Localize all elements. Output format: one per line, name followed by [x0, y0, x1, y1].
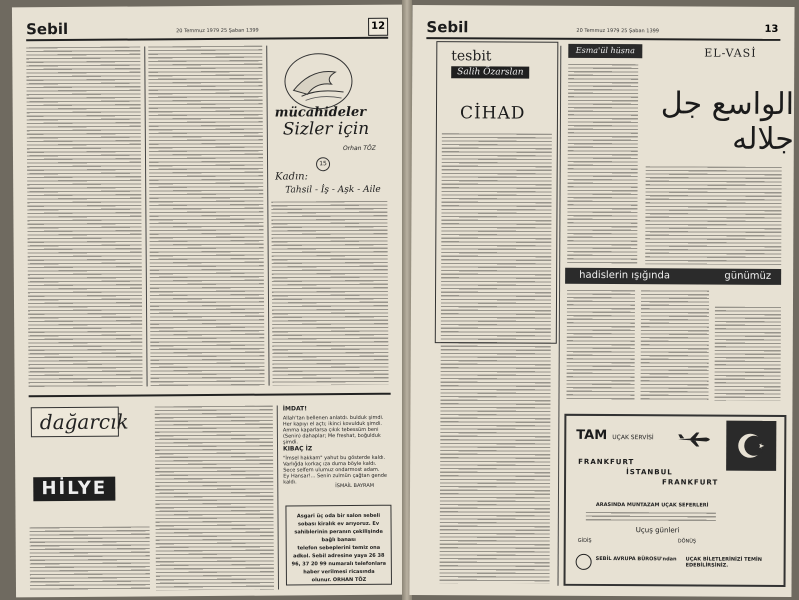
tesbit-title: tesbit [451, 48, 492, 65]
ad-brand: TAM [576, 427, 608, 444]
right-brand: Sebil [426, 18, 469, 37]
column-rule [144, 46, 147, 386]
tesbit-author: Salih Özarslan [451, 66, 529, 78]
right-date: 20 Temmuz 1979 25 Şaban 1399 [576, 27, 660, 35]
arabic-calligraphy: الواسع جل جلاله [660, 86, 795, 158]
left-text-column-1 [26, 46, 142, 387]
route-istanbul: İSTANBUL [626, 468, 673, 477]
notice-box [285, 505, 392, 586]
ad-ucus-gunleri: Uçuş günleri [635, 526, 680, 535]
left-header [26, 17, 388, 42]
ad-text [586, 512, 716, 523]
hadisler-banner [565, 268, 781, 285]
sizler-icin-title: Sizler için [282, 118, 370, 140]
poem-signature: İSMAİL BAYRAM [335, 482, 375, 490]
ad-service: UÇAK SERVİSİ [612, 434, 654, 442]
hilye-text [30, 526, 150, 591]
dagarcik-title: dağarcık [39, 409, 129, 435]
esma-name: EL-VASİ [704, 46, 757, 60]
dagarcik-box [31, 407, 129, 438]
cihad-text-col-1 [440, 133, 552, 584]
sebil-logo-icon [576, 554, 592, 570]
ad-gidis: GİDİŞ [577, 537, 592, 544]
hadis-text-col-1 [566, 290, 635, 400]
hadis-text-col-2 [640, 290, 709, 400]
route-frankfurt-1: FRANKFURT [578, 457, 635, 467]
column-rule [558, 46, 562, 586]
kadin-heading: Kadın: [275, 171, 309, 183]
mucahideler-title: mücahideler [274, 104, 367, 121]
ad-bilet: UÇAK BİLETLERİNİZİ TEMİN EDEBİLİRSİNİZ. [685, 556, 762, 569]
cihad-title: CİHAD [459, 103, 526, 124]
bird-illustration [284, 53, 352, 109]
right-page-number: 13 [764, 23, 779, 35]
section-rule [29, 393, 391, 398]
mucahideler-author: Orhan TÖZ [342, 144, 376, 153]
esma-text-col-2 [645, 166, 782, 265]
left-date: 20 Temmuz 1979 25 Şaban 1399 [176, 27, 259, 35]
hadisler-title: hadislerin ışığında [579, 269, 671, 282]
esma-text-col [567, 64, 638, 264]
left-brand: Sebil [26, 19, 69, 39]
series-number: 15 [316, 157, 330, 171]
ad-note: ARASINDA MUNTAZAM UÇAK SEFERLERİ [595, 501, 709, 509]
kadin-subtitle: Tahsil - İş - Aşk - Aile [285, 184, 381, 196]
esma-title: Esma'ül hüsna [568, 44, 642, 58]
tam-ad-box [564, 414, 787, 587]
flag-icon [726, 421, 776, 471]
column-rule [277, 406, 279, 590]
right-page [409, 5, 794, 597]
column-rule [266, 46, 269, 386]
right-header [426, 17, 780, 41]
airplane-icon [676, 432, 714, 446]
route-frankfurt-2: FRANKFURT [662, 478, 719, 487]
hilye-title: HİLYE [33, 477, 115, 502]
left-text-column-2 [148, 46, 264, 387]
imdat-body: Allah'tan bellenen anlatdı. bulduk şimdi. Her kapıyı el açtı; ikinci kovulduk şimdi. Amma kaparlarsa çıkık tebessüm beni (Senin) dahaplar; Me freshat, boğulduk şimdi. [282, 414, 384, 446]
notice-text: Asgari üç oda bir salon sebeli sobası kiralık ev arıyoruz. Ev sahiblerinin peranın çekilişinde bağlı banası telefon sebeplerini temiz ona adkol. Sebil adresine yaya 26 38 96, 37 20 99 numaralı telefonlara haber verilmesi ricasında olunur. ORHAN TÖZ [291, 512, 387, 584]
imdat-title: İMDAT! [282, 405, 307, 413]
right-text-column [271, 201, 388, 386]
ad-office: SEBİL AVRUPA BÜROSU'ndan [595, 555, 677, 563]
hadis-text-col-3 [714, 307, 780, 401]
ad-donus: DÖNÜŞ [677, 538, 697, 545]
dagarcik-text-column [155, 406, 274, 591]
gunumuz-title: günümüz [724, 270, 772, 282]
kibaz-title: KIBAÇ İZ [283, 445, 313, 453]
kibaz-body: "İmsel hakkam" yahut bu gösterde kaldı. Varlığda korkaç ıza duma böyle kaldı. Sece selfem ulumuz ondarmost adam. Ey Hansar!... Senin zulmün çağtan gende kaldı. [283, 454, 388, 486]
left-page [12, 5, 406, 598]
left-page-number: 12 [368, 18, 388, 36]
